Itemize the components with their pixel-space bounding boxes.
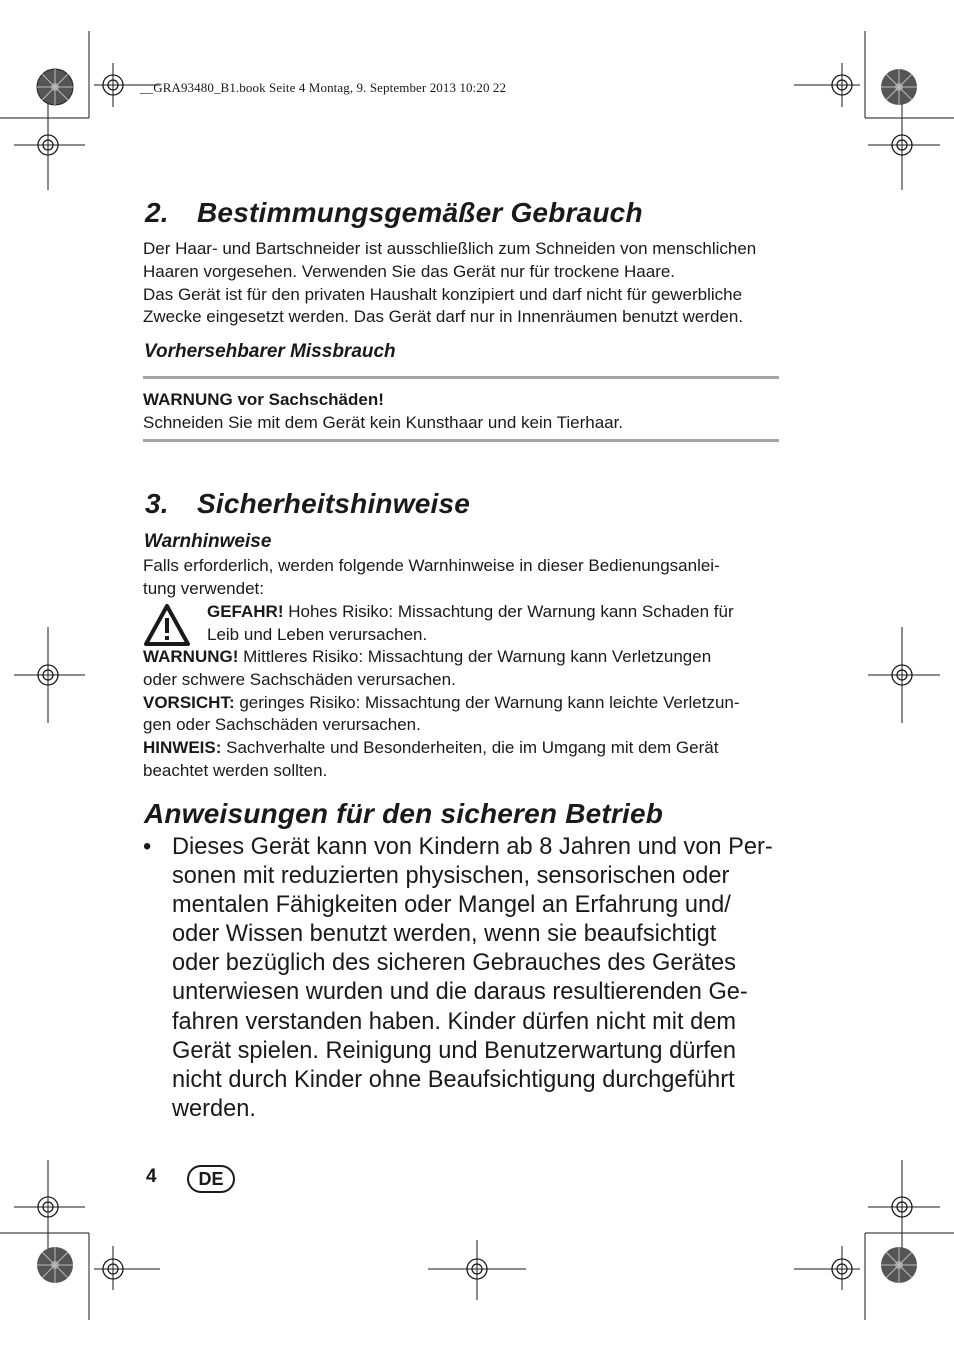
page-number: 4 <box>146 1166 157 1187</box>
bullet-line: Gerät spielen. Reinigung und Benutzerwartung dürfen <box>172 1037 736 1064</box>
intro-line: Falls erforderlich, werden folgende Warnhinweise in dieser Bedienungsanlei- <box>143 556 720 575</box>
bullet-line: nicht durch Kinder ohne Beaufsichtigung durchgeführt <box>172 1066 735 1093</box>
notice-label: HINWEIS: <box>143 738 222 758</box>
paragraph-line: Zwecke eingesetzt werden. Das Gerät darf nur in Innenräumen benutzt werden. <box>143 307 744 327</box>
warning-box <box>143 389 623 435</box>
section-2-heading <box>145 197 643 229</box>
warning-box-top-rule <box>143 376 779 379</box>
file-info-header: __GRA93480_B1.book Seite 4 Montag, 9. September 2013 10:20 22 <box>140 80 507 95</box>
bullet-line: oder Wissen benutzt werden, wenn sie beaufsichtigt <box>172 921 717 948</box>
section-3-title: Sicherheitshinweise <box>197 488 471 519</box>
paragraph-line: Der Haar- und Bartschneider ist ausschließlich zum Schneiden von menschlichen <box>143 239 757 258</box>
section-3-number: 3. <box>145 488 169 519</box>
hazard-levels <box>143 646 740 783</box>
warning-label: WARNUNG! <box>143 647 239 666</box>
bullet-line: oder bezüglich des sicheren Gebrauches des Gerätes <box>172 950 736 977</box>
safe-operation-bullet <box>143 833 783 1124</box>
bullet-line: fahren verstanden haben. Kinder dürfen nicht mit dem <box>172 1008 736 1035</box>
section-2-number: 2. <box>145 197 169 228</box>
danger-note <box>207 601 734 647</box>
caution-text-line1: geringes Risiko: Missachtung der Warnung kann leichte Verletzun- <box>234 692 740 712</box>
warning-text-line1: Mittleres Risiko: Missachtung der Warnung kann Verletzungen <box>238 647 712 666</box>
bullet-line: unterwiesen wurden und die daraus resultierenden Ge- <box>172 979 748 1006</box>
danger-label: GEFAHR! <box>207 602 284 621</box>
warnings-subheading: Warnhinweise <box>144 531 272 552</box>
caution-text-line2: gen oder Sachschäden verursachen. <box>143 715 421 735</box>
danger-text-line2: Leib und Leben verursachen. <box>207 624 428 644</box>
bullet-line: werden. <box>172 1095 256 1122</box>
section-2-title: Bestimmungsgemäßer Gebrauch <box>197 197 643 228</box>
paragraph-line: Haaren vorgesehen. Verwenden Sie das Gerät nur für trockene Haare. <box>143 261 676 281</box>
danger-text-line1: Hohes Risiko: Missachtung der Warnung kann Schaden für <box>283 602 734 621</box>
bullet-line: mentalen Fähigkeiten oder Mangel an Erfahrung und/ <box>172 892 731 919</box>
caution-label: VORSICHT: <box>143 692 235 712</box>
warning-box-title: WARNUNG vor Sachschäden! <box>143 390 384 409</box>
notice-text-line2: beachtet werden sollten. <box>143 760 328 780</box>
safe-operation-heading: Anweisungen für den sicheren Betrieb <box>144 798 664 829</box>
warning-text-line2: oder schwere Sachschäden verursachen. <box>143 669 456 689</box>
warnings-intro <box>143 555 720 601</box>
bullet-line: Dieses Gerät kann von Kindern ab 8 Jahren und von Per- <box>172 834 773 860</box>
warning-box-text: Schneiden Sie mit dem Gerät kein Kunsthaar und kein Tierhaar. <box>143 412 624 432</box>
warning-triangle-icon <box>143 603 191 647</box>
section-2-paragraph <box>143 238 756 329</box>
section-3-heading <box>145 488 470 520</box>
misuse-subheading: Vorhersehbarer Missbrauch <box>144 341 396 362</box>
bullet-line: sonen mit reduzierten physischen, sensorischen oder <box>172 863 730 890</box>
bullet-icon: • <box>143 834 152 860</box>
warning-box-bottom-rule <box>143 439 779 442</box>
intro-line: tung verwendet: <box>143 578 264 598</box>
notice-text-line1: Sachverhalte und Besonderheiten, die im Umgang mit dem Gerät <box>221 738 719 758</box>
paragraph-line: Das Gerät ist für den privaten Haushalt konzipiert und darf nicht für gewerbliche <box>143 284 743 304</box>
language-badge: DE <box>187 1165 235 1193</box>
